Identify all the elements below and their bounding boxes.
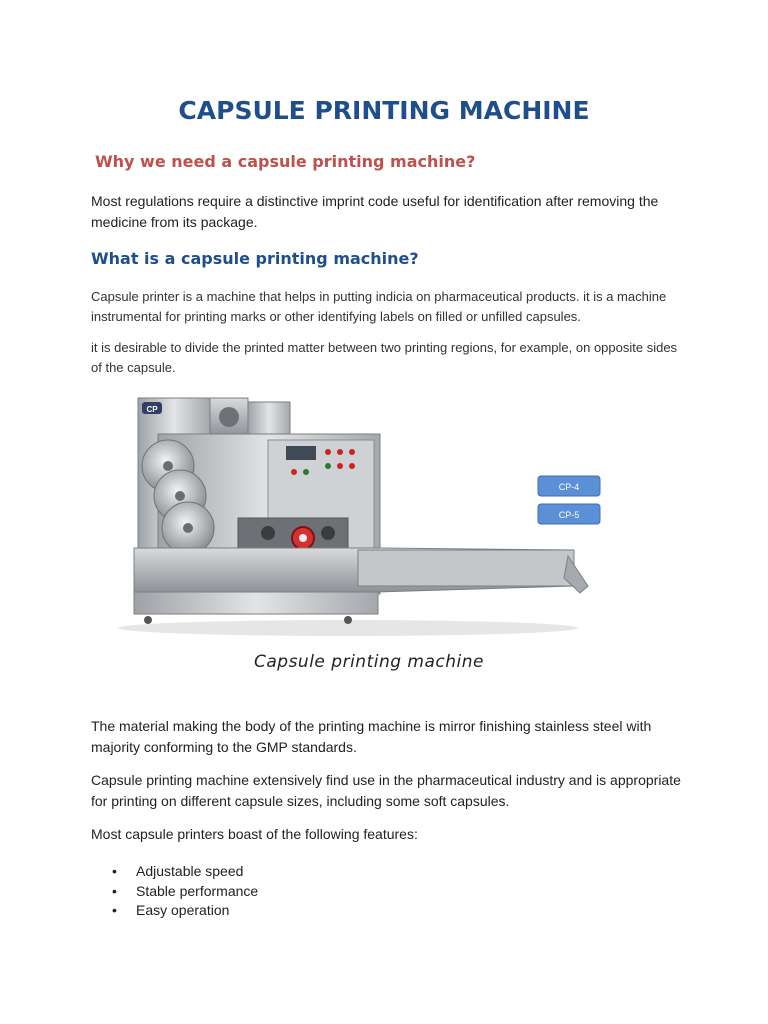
paragraph-what-1: Capsule printer is a machine that helps in putting indicia on pharmaceutical products. it is a machine instrumental for printing marks or other identifying labels on filled or unfilled capsules. [91,289,667,324]
display-panel [286,446,316,460]
page-title: CAPSULE PRINTING MACHINE [178,96,590,125]
paragraph-material: The material making the body of the printing machine is mirror finishing stainless steel with majority conforming to the GMP standards. [91,718,652,755]
model-cp4-label: CP-4 [558,482,580,492]
section-heading-what: What is a capsule printing machine? [91,249,419,268]
features-list [112,862,258,921]
cp-badge-label: CP [146,405,158,414]
capsule-printing-machine-image [118,388,618,638]
paragraph-features-intro: Most capsule printers boast of the following features: [91,826,418,842]
figure-caption: Capsule printing machine [254,652,484,672]
paragraph-what-2: it is desirable to divide the printed matter between two printing regions, for example, on opposite sides of the capsule. [91,340,678,375]
paragraph-usage: Capsule printing machine extensively find use in the pharmaceutical industry and is appropriate for printing on different capsule sizes, including some soft capsules. [91,772,681,809]
feature-item: • Easy operation [112,901,258,921]
feature-item: • Adjustable speed [112,862,258,882]
feature-item: • Stable performance [112,882,258,902]
section-heading-why: Why we need a capsule printing machine? [95,152,476,171]
paragraph-why: Most regulations require a distinctive imprint code useful for identification after removing the medicine from its package. [91,193,659,230]
model-cp5-label: CP-5 [558,510,580,520]
